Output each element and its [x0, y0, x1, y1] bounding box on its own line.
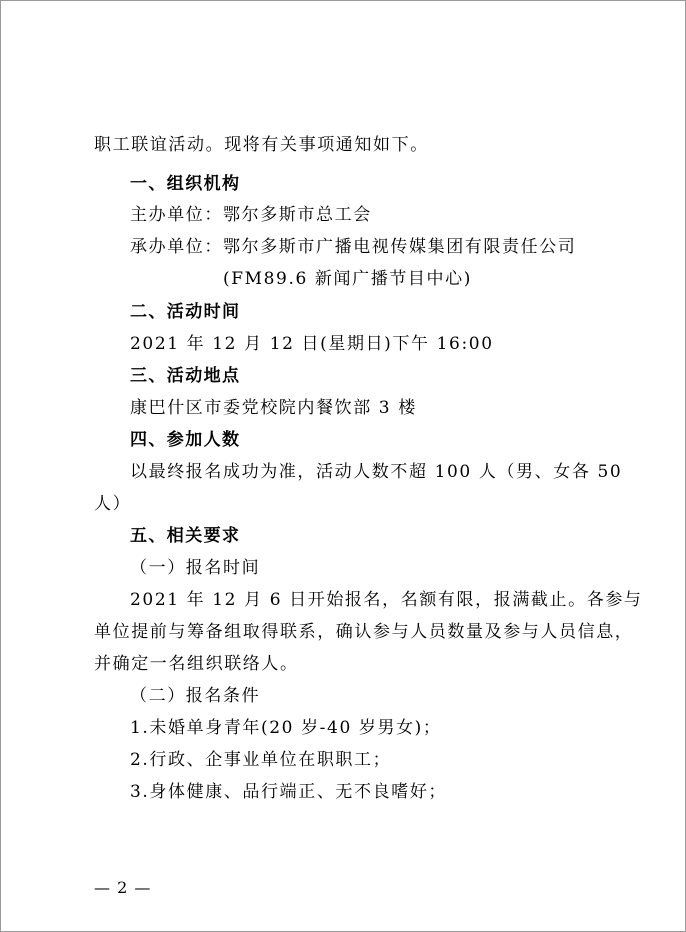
- section-heading-time: 二、活动时间: [130, 302, 241, 322]
- participants-line-cont: 人）: [94, 494, 132, 514]
- section-heading-requirements: 五、相关要求: [130, 526, 241, 546]
- subsection-registration-time: （一）报名时间: [130, 558, 261, 578]
- condition-item: 2.行政、企事业单位在职职工；: [130, 750, 392, 770]
- section-heading-participants: 四、参加人数: [130, 430, 241, 450]
- registration-text-line: 单位提前与筹备组取得联系，确认参与人员数量及参与人员信息，: [94, 622, 634, 642]
- event-time-line: 2021 年 12 月 12 日(星期日)下午 16:00: [130, 334, 494, 354]
- organizer-line: 主办单位：鄂尔多斯市总工会: [130, 205, 372, 225]
- section-heading-org: 一、组织机构: [130, 174, 241, 194]
- page-number: — 2 —: [94, 878, 152, 897]
- co-organizer-subline: (FM89.6 新闻广播节目中心): [223, 269, 472, 289]
- condition-item: 1.未婚单身青年(20 岁-40 岁男女)；: [130, 718, 442, 738]
- registration-text-line: 并确定一名组织联络人。: [94, 654, 299, 674]
- subsection-registration-conditions: （二）报名条件: [130, 686, 261, 706]
- participants-line: 以最终报名成功为准，活动人数不超 100 人（男、女各 50: [130, 462, 623, 482]
- registration-text-line: 2021 年 12 月 6 日开始报名，名额有限，报满截止。各参与: [130, 590, 643, 610]
- condition-item: 3.身体健康、品行端正、无不良嗜好；: [130, 782, 448, 802]
- co-organizer-line: 承办单位：鄂尔多斯市广播电视传媒集团有限责任公司: [130, 237, 577, 257]
- section-heading-location: 三、活动地点: [130, 366, 241, 386]
- event-location-line: 康巴什区市委党校院内餐饮部 3 楼: [130, 398, 417, 418]
- body-text-line: 职工联谊活动。现将有关事项通知如下。: [94, 135, 429, 155]
